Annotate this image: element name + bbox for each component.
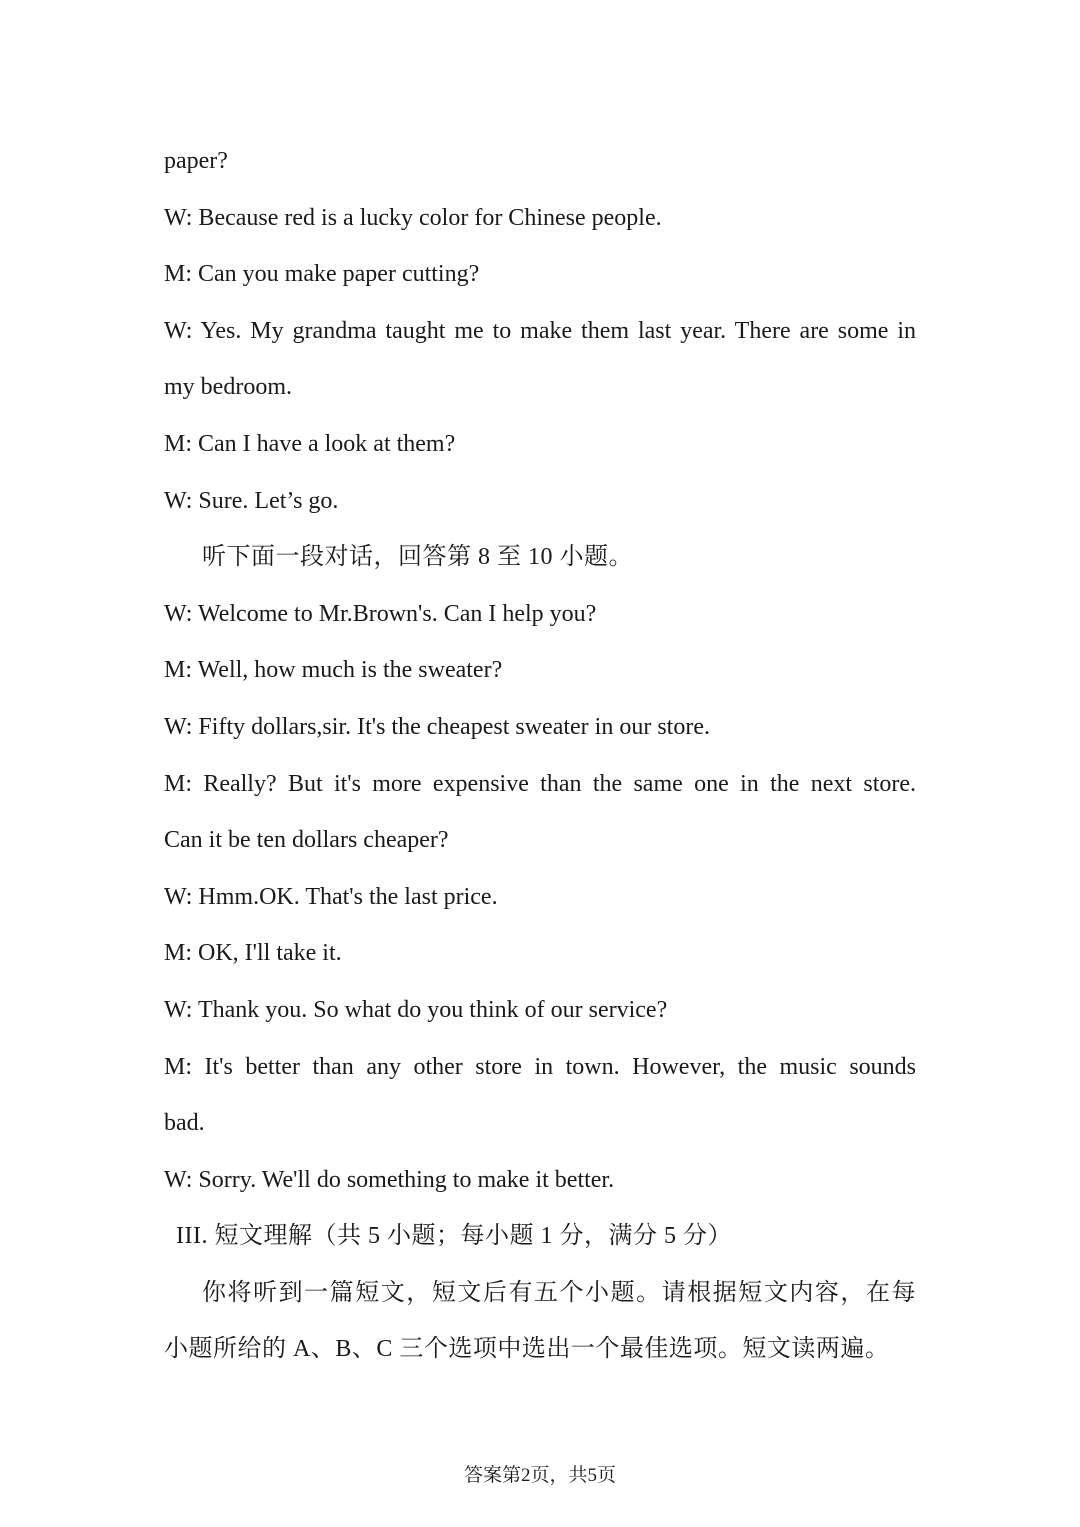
text-line: W: Because red is a lucky color for Chinese people. (164, 204, 662, 231)
section-instruction: 小题所给的 A、B、C 三个选项中选出一个最佳选项。短文读两遍。 (164, 1336, 890, 1363)
section-instruction: 你将听到一篇短文，短文后有五个小题。请根据短文内容，在每 (202, 1279, 916, 1306)
section-heading: III. 短文理解（共 5 小题；每小题 1 分，满分 5 分） (176, 1223, 732, 1250)
text-line: W: Fifty dollars,sir. It's the cheapest sweater in our store. (164, 713, 710, 740)
text-line: W: Hmm.OK. That's the last price. (164, 883, 498, 910)
page-content (164, 133, 916, 1378)
text-line: W: Welcome to Mr.Brown's. Can I help you? (164, 600, 597, 627)
text-line: M: It's better than any other store in town. However, the music sounds (164, 1053, 916, 1080)
text-line: M: OK, I'll take it. (164, 940, 342, 967)
text-line: bad. (164, 1110, 205, 1137)
dialogue-instruction: 听下面一段对话，回答第 8 至 10 小题。 (202, 544, 633, 571)
text-line: M: Can you make paper cutting? (164, 261, 480, 288)
text-line: W: Sure. Let’s go. (164, 487, 339, 514)
text-line: M: Well, how much is the sweater? (164, 657, 503, 684)
text-line: W: Thank you. So what do you think of our service? (164, 996, 668, 1023)
text-line: Can it be ten dollars cheaper? (164, 827, 449, 854)
text-line: paper? (164, 148, 228, 174)
page-footer: 答案第2页，共5页 (463, 1465, 616, 1486)
text-line: my bedroom. (164, 374, 292, 401)
text-line: W: Yes. My grandma taught me to make them last year. There are some in (164, 317, 916, 344)
text-line: M: Really? But it's more expensive than the same one in the next store. (164, 770, 916, 797)
text-line: M: Can I have a look at them? (164, 430, 456, 457)
text-line: W: Sorry. We'll do something to make it better. (164, 1166, 615, 1193)
